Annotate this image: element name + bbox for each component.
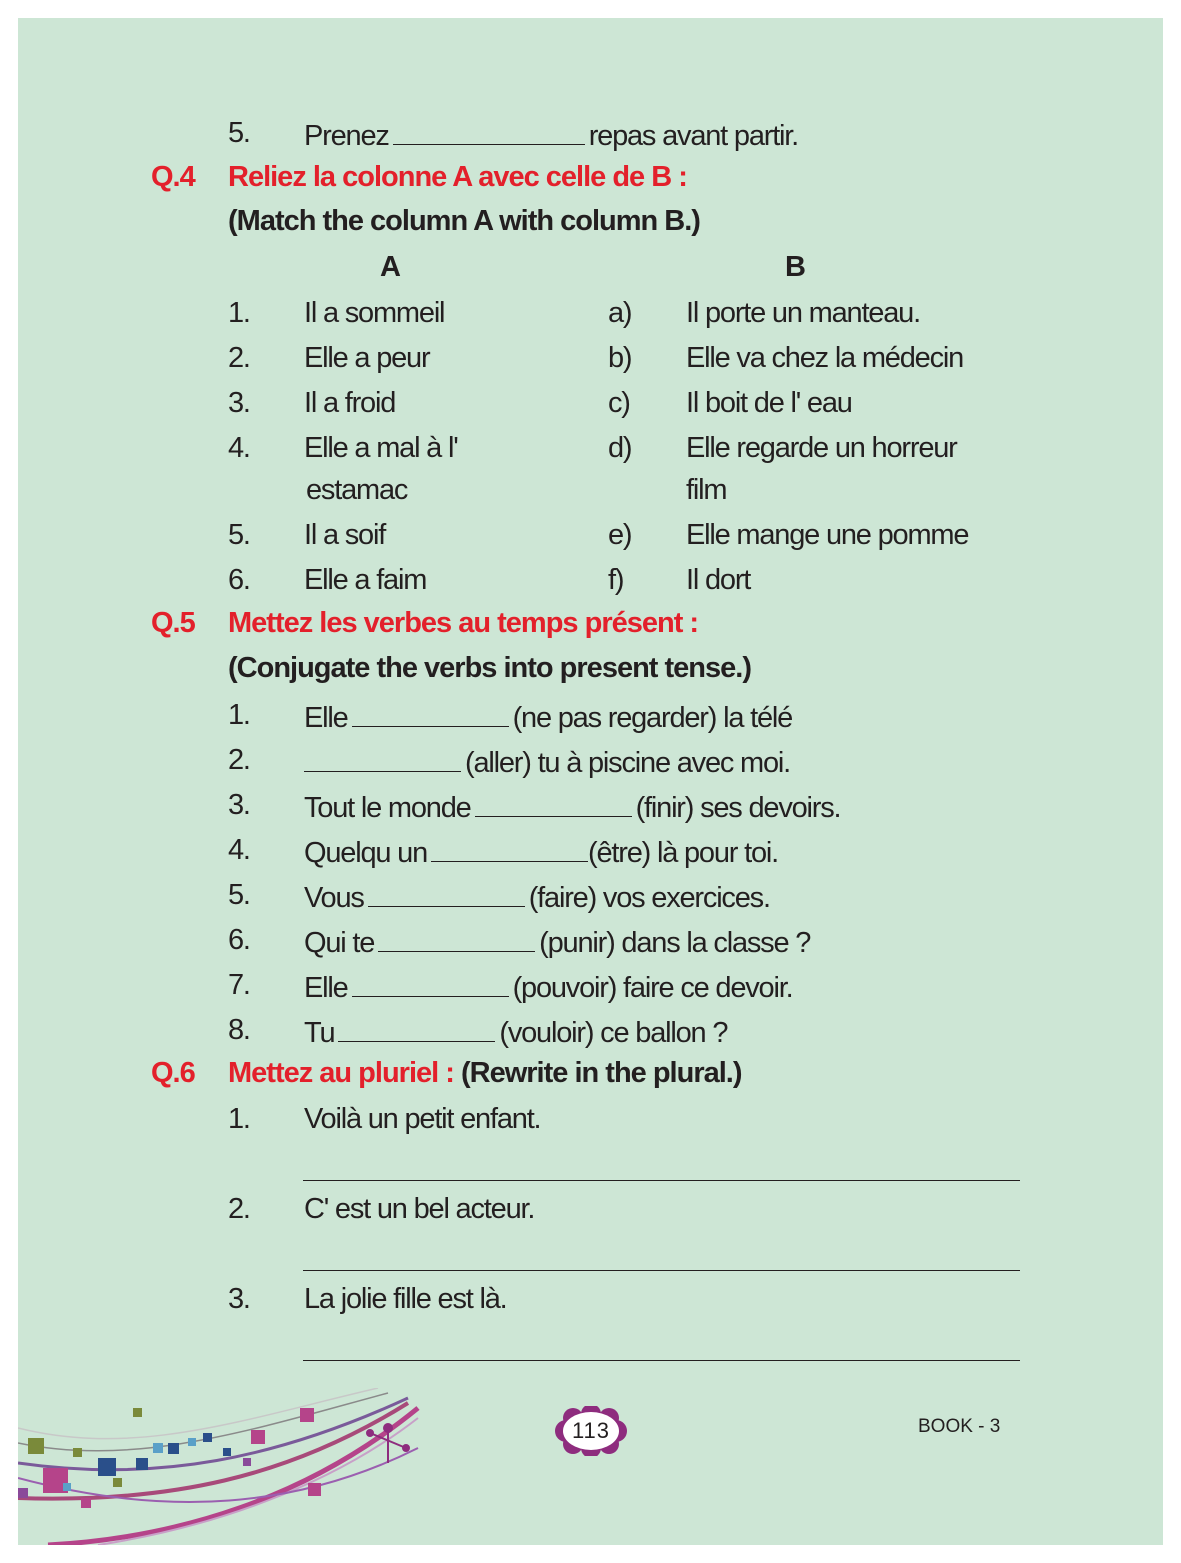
- col-b-text: Il boit de l' eau: [686, 387, 852, 419]
- item-text-before: Quelqu un: [304, 837, 428, 869]
- item-text-after: (vouloir) ce ballon ?: [499, 1017, 728, 1049]
- item-number: 4.: [228, 432, 250, 464]
- question-title: Mettez au pluriel :: [228, 1057, 454, 1089]
- question-subtitle: (Match the column A with column B.): [228, 205, 700, 237]
- col-b-text: Elle mange une pomme: [686, 519, 969, 551]
- question-title-row: [228, 1057, 742, 1090]
- column-a-header: A: [380, 251, 401, 283]
- col-b-text: Il dort: [686, 564, 751, 596]
- col-a-text: Elle a peur: [304, 342, 430, 374]
- item-number: 6.: [228, 564, 250, 596]
- question-label: Q.4: [151, 161, 195, 193]
- item-text-before: Vous: [304, 882, 364, 914]
- item-letter: c): [608, 387, 630, 419]
- col-a-text: Elle a mal à l': [304, 432, 458, 464]
- item-number: 8.: [228, 1014, 250, 1046]
- col-b-text: Elle regarde un horreur: [686, 432, 957, 464]
- item-text-after: (être) là pour toi.: [588, 837, 778, 869]
- column-b-header: B: [785, 251, 806, 283]
- item-number: 1.: [228, 1103, 250, 1135]
- page: [18, 18, 1163, 1545]
- answer-line[interactable]: [303, 1180, 1020, 1181]
- item-number: 3.: [228, 387, 250, 419]
- book-label: BOOK - 3: [918, 1416, 1001, 1437]
- col-a-text: Elle a faim: [304, 564, 427, 596]
- page-number: 113: [571, 1418, 611, 1443]
- answer-line[interactable]: [303, 1360, 1020, 1361]
- question-title: Reliez la colonne A avec celle de B :: [228, 161, 687, 193]
- page-number-badge: [554, 1406, 628, 1456]
- item-number: 7.: [228, 969, 250, 1001]
- answer-line[interactable]: [303, 1270, 1020, 1271]
- item-letter: d): [608, 432, 632, 464]
- question-label: Q.6: [151, 1057, 195, 1089]
- decorative-swirl-graphic: [18, 1388, 438, 1545]
- answer-blank[interactable]: [368, 878, 525, 907]
- answer-blank[interactable]: [352, 698, 509, 727]
- item-text: Voilà un petit enfant.: [304, 1103, 541, 1135]
- col-b-text: Elle va chez la médecin: [686, 342, 964, 374]
- item-text-after: (punir) dans la classe ?: [539, 927, 811, 959]
- col-a-text: Il a sommeil: [304, 297, 445, 329]
- item-text-before: Elle: [304, 972, 348, 1004]
- item-number: 1.: [228, 699, 250, 731]
- item-number: 6.: [228, 924, 250, 956]
- col-b-text: film: [686, 474, 727, 506]
- item-text-before: Tout le monde: [304, 792, 471, 824]
- item-letter: f): [608, 564, 624, 596]
- item-letter: a): [608, 297, 632, 329]
- answer-blank[interactable]: [378, 923, 535, 952]
- item-number: 2.: [228, 1193, 250, 1225]
- item-number: 3.: [228, 1283, 250, 1315]
- answer-blank[interactable]: [475, 788, 632, 817]
- item-text: La jolie fille est là.: [304, 1283, 507, 1315]
- question-subtitle: (Conjugate the verbs into present tense.): [228, 652, 751, 684]
- item-text-after: (ne pas regarder) la télé: [512, 702, 793, 734]
- item-letter: b): [608, 342, 632, 374]
- item-letter: e): [608, 519, 632, 551]
- item-text-after: (finir) ses devoirs.: [635, 792, 841, 824]
- col-a-text: Il a froid: [304, 387, 396, 419]
- item-text-before: Prenez: [304, 120, 389, 152]
- col-a-text: estamac: [306, 474, 408, 506]
- question-title: Mettez les verbes au temps présent :: [228, 607, 699, 639]
- question-label: Q.5: [151, 607, 195, 639]
- item-text-after: repas avant partir.: [588, 120, 799, 152]
- col-a-text: Il a soif: [304, 519, 386, 551]
- answer-blank[interactable]: [393, 116, 585, 145]
- item-text-before: Elle: [304, 702, 348, 734]
- answer-blank[interactable]: [304, 743, 461, 772]
- item-number: 4.: [228, 834, 250, 866]
- item-number: 2.: [228, 342, 250, 374]
- col-b-text: Il porte un manteau.: [686, 297, 920, 329]
- item-text-after: (faire) vos exercices.: [528, 882, 770, 914]
- item-text-before: Qui te: [304, 927, 375, 959]
- answer-blank[interactable]: [338, 1013, 495, 1042]
- item-number: 5.: [228, 117, 250, 149]
- item-number: 5.: [228, 879, 250, 911]
- item-number: 1.: [228, 297, 250, 329]
- answer-blank[interactable]: [352, 968, 509, 997]
- item-text-before: Tu: [304, 1017, 335, 1049]
- item-number: 2.: [228, 744, 250, 776]
- answer-blank[interactable]: [431, 833, 588, 862]
- item-text: C' est un bel acteur.: [304, 1193, 535, 1225]
- item-text-after: (pouvoir) faire ce devoir.: [512, 972, 793, 1004]
- item-number: 5.: [228, 519, 250, 551]
- question-subtitle: (Rewrite in the plural.): [460, 1057, 742, 1089]
- item-number: 3.: [228, 789, 250, 821]
- item-text-after: (aller) tu à piscine avec moi.: [465, 747, 791, 779]
